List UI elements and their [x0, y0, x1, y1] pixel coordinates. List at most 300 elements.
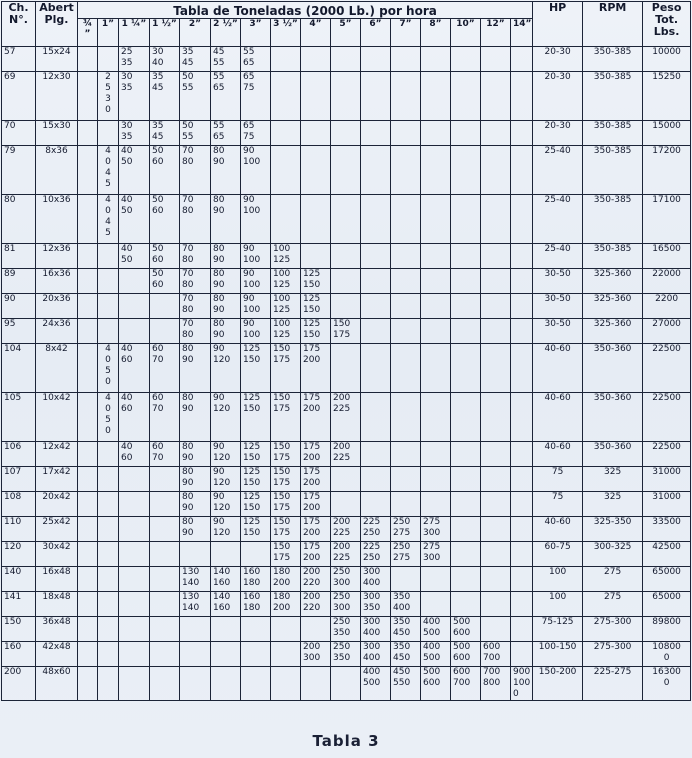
tonnage-cell: 300 400 — [361, 617, 391, 642]
tonnage-cell: 700 800 — [481, 667, 511, 701]
opening-size: 17x42 — [36, 467, 78, 492]
tonnage-cell — [391, 393, 421, 442]
table-body — [2, 47, 691, 701]
tonnage-cell — [150, 319, 180, 344]
tonnage-cell — [451, 121, 481, 146]
tonnage-cell — [98, 442, 119, 467]
tonnage-cell: 125 150 — [301, 269, 331, 294]
tonnage-cell: 65 75 — [241, 72, 271, 121]
tonnage-cell: 125 150 — [241, 492, 271, 517]
weight-cell: 22500 — [643, 393, 691, 442]
crusher-number: 69 — [2, 72, 36, 121]
tonnage-cell — [271, 121, 301, 146]
tonnage-cell — [481, 467, 511, 492]
crusher-number: 105 — [2, 393, 36, 442]
tonnage-cell — [211, 617, 241, 642]
tonnage-cell: 80 90 — [180, 467, 211, 492]
tonnage-cell — [98, 47, 119, 72]
hp-cell: 40-60 — [533, 442, 583, 467]
tonnage-cell — [511, 146, 533, 195]
tonnage-cell: 100 125 — [271, 319, 301, 344]
table-row — [2, 294, 691, 319]
tonnage-cell — [511, 244, 533, 269]
tonnage-cell — [481, 319, 511, 344]
tonnage-cell — [511, 72, 533, 121]
tonnage-cell — [361, 294, 391, 319]
tonnage-cell — [180, 617, 211, 642]
tonnage-cell: 600 700 — [451, 667, 481, 701]
crusher-number: 141 — [2, 592, 36, 617]
opening-size: 36x48 — [36, 617, 78, 642]
crusher-number: 95 — [2, 319, 36, 344]
tonnage-cell — [451, 146, 481, 195]
table-row — [2, 146, 691, 195]
tonnage-cell: 200 225 — [331, 442, 361, 467]
opening-size: 10x36 — [36, 195, 78, 244]
size-header: 3 ½” — [271, 19, 301, 47]
rpm-cell: 350-360 — [583, 344, 643, 393]
tonnage-cell — [511, 492, 533, 517]
tonnage-cell — [78, 442, 98, 467]
tonnage-cell: 40 60 — [119, 393, 150, 442]
tonnage-cell — [119, 567, 150, 592]
tonnage-cell: 175 200 — [301, 492, 331, 517]
tonnage-cell — [78, 467, 98, 492]
weight-cell: 2200 — [643, 294, 691, 319]
tonnage-cell — [119, 542, 150, 567]
tonnage-cell: 60 70 — [150, 393, 180, 442]
tonnage-cell — [421, 269, 451, 294]
opening-size: 12x36 — [36, 244, 78, 269]
tonnage-cell: 90 100 — [241, 269, 271, 294]
tonnage-cell: 140 160 — [211, 592, 241, 617]
tonnage-cell: 35 45 — [150, 121, 180, 146]
size-header: 12” — [481, 19, 511, 47]
crusher-number: 80 — [2, 195, 36, 244]
weight-cell: 65000 — [643, 592, 691, 617]
tonnage-cell — [451, 393, 481, 442]
tonnage-cell — [78, 47, 98, 72]
tonnage-cell — [361, 121, 391, 146]
tonnage-cell — [211, 667, 241, 701]
tonnage-cell: 40 50 — [119, 195, 150, 244]
opening-size: 8x36 — [36, 146, 78, 195]
tonnage-cell — [511, 592, 533, 617]
tonnage-cell: 35 45 — [150, 72, 180, 121]
hp-cell: 40-60 — [533, 517, 583, 542]
tonnage-cell — [78, 146, 98, 195]
tonnage-cell: 400 500 — [421, 617, 451, 642]
tonnage-cell — [78, 517, 98, 542]
tonnage-cell — [421, 47, 451, 72]
opening-size: 20x36 — [36, 294, 78, 319]
tonnage-cell — [271, 72, 301, 121]
tonnage-cell — [361, 269, 391, 294]
size-header: 5” — [331, 19, 361, 47]
tonnage-cell: 55 65 — [211, 121, 241, 146]
weight-cell: 22500 — [643, 344, 691, 393]
tonnage-cell — [391, 121, 421, 146]
tonnage-cell: 900 100 0 — [511, 667, 533, 701]
tonnage-cell — [451, 294, 481, 319]
opening-size: 16x48 — [36, 567, 78, 592]
tonnage-cell — [361, 47, 391, 72]
tonnage-cell: 150 175 — [271, 492, 301, 517]
tonnage-cell — [451, 467, 481, 492]
tonnage-cell — [98, 121, 119, 146]
hp-cell: 100-150 — [533, 642, 583, 667]
tonnage-cell — [119, 492, 150, 517]
tonnage-cell — [78, 617, 98, 642]
tonnage-cell — [391, 269, 421, 294]
tonnage-cell — [391, 567, 421, 592]
size-header: 7” — [391, 19, 421, 47]
tonnage-cell: 90 120 — [211, 393, 241, 442]
tonnage-cell — [331, 72, 361, 121]
tonnage-cell: 35 45 — [180, 47, 211, 72]
tonnage-cell: 90 120 — [211, 467, 241, 492]
size-header: 2” — [180, 19, 211, 47]
hp-cell: 20-30 — [533, 47, 583, 72]
tonnage-cell: 40 60 — [119, 442, 150, 467]
crusher-number: 89 — [2, 269, 36, 294]
rpm-cell: 275 — [583, 592, 643, 617]
tonnage-cell — [98, 294, 119, 319]
tonnage-cell — [150, 592, 180, 617]
weight-cell: 27000 — [643, 319, 691, 344]
tonnage-cell — [150, 567, 180, 592]
table-row — [2, 492, 691, 517]
tonnage-cell: 100 125 — [271, 294, 301, 319]
tonnage-cell: 150 175 — [271, 442, 301, 467]
tonnage-cell: 90 100 — [241, 319, 271, 344]
tonnage-cell — [481, 492, 511, 517]
weight-cell: 65000 — [643, 567, 691, 592]
header-ch: Ch. N°. — [2, 2, 36, 47]
tonnage-cell — [451, 517, 481, 542]
rpm-cell: 275-300 — [583, 642, 643, 667]
tonnage-cell: 400 500 — [361, 667, 391, 701]
tonnage-cell: 4 0 4 5 — [98, 195, 119, 244]
tonnage-cell — [391, 72, 421, 121]
crusher-number: 200 — [2, 667, 36, 701]
opening-size: 16x36 — [36, 269, 78, 294]
opening-size: 15x24 — [36, 47, 78, 72]
tonnage-cell — [331, 467, 361, 492]
tonnage-cell: 80 90 — [211, 146, 241, 195]
tonnage-cell — [361, 492, 391, 517]
tonnage-cell — [78, 592, 98, 617]
crusher-number: 110 — [2, 517, 36, 542]
tonnage-cell — [211, 542, 241, 567]
tonnage-cell — [119, 269, 150, 294]
tonnage-cell — [98, 319, 119, 344]
table-row — [2, 319, 691, 344]
tonnage-cell — [119, 467, 150, 492]
tonnage-cell: 225 250 — [361, 542, 391, 567]
tonnage-cell — [150, 642, 180, 667]
tonnage-cell: 250 275 — [391, 517, 421, 542]
tonnage-cell: 50 60 — [150, 269, 180, 294]
tonnage-cell: 300 400 — [361, 567, 391, 592]
tonnage-cell — [98, 517, 119, 542]
tonnage-cell — [241, 617, 271, 642]
tonnage-cell — [119, 642, 150, 667]
tonnage-cell — [78, 319, 98, 344]
tonnage-cell — [78, 542, 98, 567]
tonnage-cell — [98, 244, 119, 269]
tonnage-cell — [391, 146, 421, 195]
opening-size: 18x48 — [36, 592, 78, 617]
weight-cell: 10000 — [643, 47, 691, 72]
tonnage-cell: 60 70 — [150, 344, 180, 393]
weight-cell: 22000 — [643, 269, 691, 294]
tonnage-cell — [391, 294, 421, 319]
tonnage-cell — [301, 617, 331, 642]
tonnage-cell — [481, 542, 511, 567]
tonnage-cell: 80 90 — [211, 269, 241, 294]
tonnage-cell: 600 700 — [481, 642, 511, 667]
tonnage-cell — [481, 195, 511, 244]
table-row — [2, 47, 691, 72]
tonnage-cell — [511, 344, 533, 393]
tonnage-cell: 175 200 — [301, 517, 331, 542]
tonnage-cell: 4 0 5 0 — [98, 344, 119, 393]
tonnage-cell — [180, 667, 211, 701]
tonnage-cell — [180, 642, 211, 667]
tonnage-cell: 175 200 — [301, 442, 331, 467]
tonnage-cell — [511, 467, 533, 492]
weight-cell: 22500 — [643, 442, 691, 467]
tonnage-cell — [421, 195, 451, 244]
opening-size: 48x60 — [36, 667, 78, 701]
size-header: 1 ¼” — [119, 19, 150, 47]
crusher-number: 150 — [2, 617, 36, 642]
tonnage-cell — [361, 244, 391, 269]
tonnage-cell: 40 60 — [119, 344, 150, 393]
tonnage-cell: 250 300 — [331, 592, 361, 617]
tonnage-cell: 25 35 — [119, 47, 150, 72]
tonnage-cell — [451, 47, 481, 72]
tonnage-cell — [271, 667, 301, 701]
tonnage-cell: 350 400 — [391, 592, 421, 617]
tonnage-cell: 300 350 — [361, 592, 391, 617]
tonnage-cell — [451, 542, 481, 567]
tonnage-cell — [361, 319, 391, 344]
table-row — [2, 195, 691, 244]
tonnage-cell — [150, 517, 180, 542]
tonnage-cell — [481, 442, 511, 467]
tonnage-cell — [331, 492, 361, 517]
tonnage-cell — [78, 667, 98, 701]
opening-size: 12x42 — [36, 442, 78, 467]
tonnage-cell — [98, 592, 119, 617]
tonnage-cell: 350 450 — [391, 617, 421, 642]
tonnage-cell — [361, 467, 391, 492]
weight-cell: 15000 — [643, 121, 691, 146]
tonnage-cell: 55 65 — [211, 72, 241, 121]
crusher-number: 57 — [2, 47, 36, 72]
tonnage-cell: 80 90 — [211, 244, 241, 269]
tonnage-cell — [301, 146, 331, 195]
tonnage-cell — [98, 467, 119, 492]
tonnage-cell: 200 300 — [301, 642, 331, 667]
size-header: 14” — [511, 19, 533, 47]
tonnage-cell — [421, 319, 451, 344]
table-row — [2, 567, 691, 592]
tonnage-cell — [78, 72, 98, 121]
tonnage-cell — [481, 244, 511, 269]
tonnage-cell: 80 90 — [180, 492, 211, 517]
tonnage-cell — [98, 617, 119, 642]
tonnage-cell — [451, 269, 481, 294]
header-hp: HP — [533, 2, 583, 47]
tonnage-cell: 80 90 — [211, 319, 241, 344]
tonnage-cell — [421, 467, 451, 492]
weight-cell: 31000 — [643, 467, 691, 492]
tonnage-cell: 90 100 — [241, 146, 271, 195]
tonnage-cell: 130 140 — [180, 592, 211, 617]
tonnage-cell — [391, 467, 421, 492]
rpm-cell: 350-360 — [583, 393, 643, 442]
tonnage-cell — [78, 393, 98, 442]
header-peso: Peso Tot. Lbs. — [643, 2, 691, 47]
tonnage-cell: 70 80 — [180, 319, 211, 344]
tonnage-cell: 70 80 — [180, 244, 211, 269]
tonnage-cell — [421, 244, 451, 269]
tonnage-cell: 50 55 — [180, 72, 211, 121]
tonnage-cell: 4 0 5 0 — [98, 393, 119, 442]
tonnage-cell: 140 160 — [211, 567, 241, 592]
tonnage-cell — [481, 344, 511, 393]
tonnage-cell: 150 175 — [271, 517, 301, 542]
tonnage-cell — [511, 319, 533, 344]
tonnage-cell: 80 90 — [180, 344, 211, 393]
hp-cell: 30-50 — [533, 294, 583, 319]
tonnage-cell: 200 220 — [301, 592, 331, 617]
crusher-number: 106 — [2, 442, 36, 467]
tonnage-cell: 90 120 — [211, 442, 241, 467]
rpm-cell: 325-360 — [583, 319, 643, 344]
tonnage-cell: 500 600 — [451, 642, 481, 667]
tonnage-cell: 80 90 — [180, 517, 211, 542]
hp-cell: 75 — [533, 492, 583, 517]
tonnage-cell — [481, 47, 511, 72]
tonnage-cell — [481, 617, 511, 642]
tonnage-cell — [119, 667, 150, 701]
tonnage-cell — [511, 617, 533, 642]
tonnage-cell — [78, 294, 98, 319]
hp-cell: 25-40 — [533, 146, 583, 195]
tonnage-cell — [78, 195, 98, 244]
tonnage-cell — [119, 617, 150, 642]
table-row — [2, 467, 691, 492]
tonnage-cell: 225 250 — [361, 517, 391, 542]
crusher-number: 107 — [2, 467, 36, 492]
weight-cell: 17100 — [643, 195, 691, 244]
rpm-cell: 325-350 — [583, 517, 643, 542]
crusher-number: 140 — [2, 567, 36, 592]
tonnage-cell — [331, 47, 361, 72]
crusher-number: 90 — [2, 294, 36, 319]
tonnage-cell — [98, 542, 119, 567]
weight-cell: 16300 0 — [643, 667, 691, 701]
tonnage-cell — [481, 146, 511, 195]
hp-cell: 100 — [533, 592, 583, 617]
rpm-cell: 325-360 — [583, 269, 643, 294]
tonnage-cell — [78, 344, 98, 393]
tonnage-cell — [119, 294, 150, 319]
tonnage-cell — [391, 47, 421, 72]
table-caption: Tabla 3 — [312, 732, 380, 750]
tonnage-cell — [421, 121, 451, 146]
tonnage-cell — [511, 269, 533, 294]
size-header: 3” — [241, 19, 271, 47]
tonnage-cell: 200 225 — [331, 542, 361, 567]
tonnage-cell — [361, 393, 391, 442]
tonnage-cell: 90 100 — [241, 244, 271, 269]
tonnage-cell — [391, 492, 421, 517]
tonnage-cell — [98, 269, 119, 294]
rpm-cell: 350-385 — [583, 195, 643, 244]
tonnage-cell: 250 275 — [391, 542, 421, 567]
weight-cell: 42500 — [643, 542, 691, 567]
table-row — [2, 269, 691, 294]
tonnage-cell — [119, 592, 150, 617]
rpm-cell: 350-385 — [583, 72, 643, 121]
tonnage-cell — [421, 492, 451, 517]
tonnage-cell — [301, 121, 331, 146]
tonnage-cell: 70 80 — [180, 146, 211, 195]
tonnage-cell: 2 5 3 0 — [98, 72, 119, 121]
tonnage-cell: 125 150 — [241, 517, 271, 542]
tonnage-cell — [421, 567, 451, 592]
tonnage-cell — [481, 72, 511, 121]
tonnage-cell: 400 500 — [421, 642, 451, 667]
tonnage-cell — [451, 442, 481, 467]
table-row — [2, 617, 691, 642]
tonnage-cell — [361, 344, 391, 393]
rpm-cell: 350-385 — [583, 121, 643, 146]
rpm-cell: 325 — [583, 492, 643, 517]
opening-size: 30x42 — [36, 542, 78, 567]
tonnage-cell — [331, 195, 361, 244]
tonnage-cell: 175 200 — [301, 344, 331, 393]
tonnage-cell: 130 140 — [180, 567, 211, 592]
tonnage-cell: 125 150 — [301, 294, 331, 319]
tonnage-cell — [301, 667, 331, 701]
tonnage-cell — [451, 344, 481, 393]
tonnage-cell — [78, 244, 98, 269]
tonnage-cell — [421, 294, 451, 319]
tonnage-cell — [271, 146, 301, 195]
weight-cell: 15250 — [643, 72, 691, 121]
tonnage-cell — [180, 542, 211, 567]
tonnage-cell — [481, 269, 511, 294]
tonnage-cell: 40 50 — [119, 244, 150, 269]
tonnage-cell — [119, 319, 150, 344]
tonnage-cell — [150, 294, 180, 319]
tonnage-cell — [511, 47, 533, 72]
crusher-number: 70 — [2, 121, 36, 146]
tonnage-cell — [150, 667, 180, 701]
tonnage-cell: 250 350 — [331, 642, 361, 667]
weight-cell: 10800 0 — [643, 642, 691, 667]
tonnage-cell: 180 200 — [271, 592, 301, 617]
tonnage-cell: 175 200 — [301, 542, 331, 567]
crusher-number: 104 — [2, 344, 36, 393]
table-row — [2, 244, 691, 269]
